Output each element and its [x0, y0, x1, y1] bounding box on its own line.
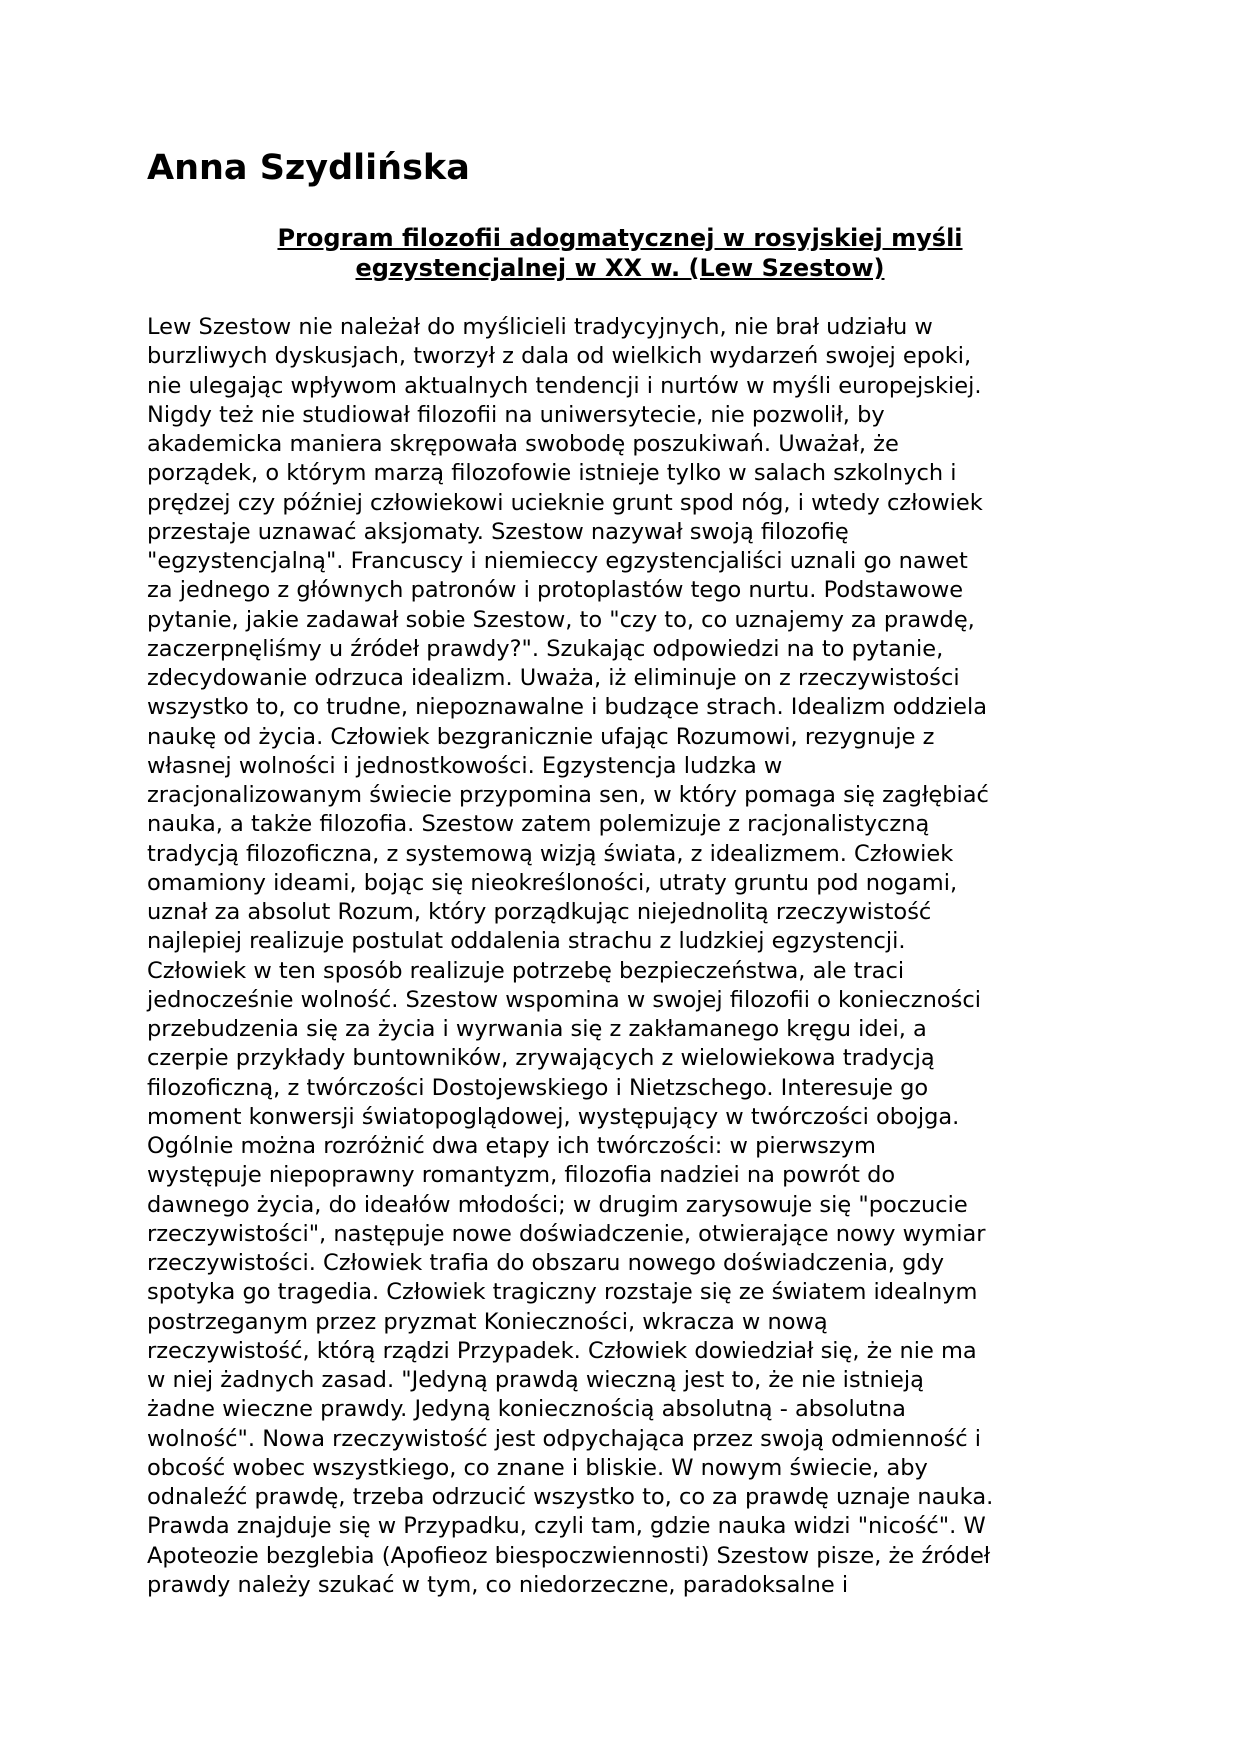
body-line: rzeczywistość, którą rządzi Przypadek. Człowiek dowiedział się, że nie ma: [147, 1337, 977, 1364]
body-line: uznał za absolut Rozum, który porządkując niejednolitą rzeczywistość: [147, 899, 932, 925]
title-line: egzystencjalnej w XX w. (Lew Szestow): [355, 254, 885, 282]
body-line: w niej żadnych zasad. "Jedyną prawdą wieczną jest to, że nie istnieją: [147, 1367, 924, 1393]
body-line: Człowiek w ten sposób realizuje potrzebę bezpieczeństwa, ale traci: [147, 957, 905, 984]
body-line: zdecydowanie odrzuca idealizm. Uważa, iż eliminuje on z rzeczywistości: [147, 665, 960, 691]
body-line: rzeczywistości. Człowiek trafia do obszaru nowego doświadczenia, gdy: [147, 1250, 945, 1276]
body-line: zaczerpnęliśmy u źródeł prawdy?". Szukając odpowiedzi na to pytanie,: [147, 635, 944, 662]
body-line: filozoficzną, z twórczości Dostojewskiego i Nietzschego. Interesuje go: [147, 1074, 929, 1101]
body-line: burzliwych dyskusjach, tworzył z dala od wielkich wydarzeń swojej epoki,: [147, 343, 972, 370]
body-line: akademicka maniera skrępowała swobodę poszukiwań. Uważał, że: [147, 431, 899, 457]
body-line: nie ulegając wpływom aktualnych tendencji i nurtów w myśli europejskiej.: [147, 372, 982, 399]
body-line: własnej wolności i jednostkowości. Egzystencja ludzka w: [147, 752, 783, 779]
body-line: nauka, a także filozofia. Szestow zatem polemizuje z racjonalistyczną: [147, 811, 930, 838]
body-line: prawdy należy szukać w tym, co niedorzeczne, paradoksalne i: [147, 1571, 849, 1598]
body-line: wolność". Nowa rzeczywistość jest odpychająca przez swoją odmienność i: [147, 1425, 982, 1452]
body-line: spotyka go tragedia. Człowiek tragiczny rozstaje się ze światem idealnym: [147, 1279, 978, 1306]
body-line: Ogólnie można rozróżnić dwa etapy ich twórczości: w pierwszym: [147, 1133, 876, 1159]
body-line: porządek, o którym marzą filozofowie istnieje tylko w salach szkolnych i: [147, 460, 957, 487]
body-paragraph: [147, 313, 1093, 1600]
body-line: postrzeganym przez pryzmat Konieczności, wkracza w nową: [147, 1308, 828, 1335]
document-title: [147, 223, 1093, 283]
body-line: Prawda znajduje się w Przypadku, czyli tam, gdzie nauka widzi "nicość". W: [147, 1513, 986, 1540]
body-line: naukę od życia. Człowiek bezgranicznie ufając Rozumowi, rezygnuje z: [147, 723, 935, 750]
body-line: "egzystencjalną". Francuscy i niemieccy egzystencjaliści uznali go nawet: [147, 548, 968, 574]
body-line: za jednego z głównych patronów i protoplastów tego nurtu. Podstawowe: [147, 577, 964, 604]
body-line: jednocześnie wolność. Szestow wspomina w swojej filozofii o konieczności: [147, 986, 981, 1013]
body-line: przebudzenia się za życia i wyrwania się z zakłamanego kręgu idei, a: [147, 1016, 927, 1042]
body-line: dawnego życia, do ideałów młodości; w drugim zarysowuje się "poczucie: [147, 1191, 968, 1218]
title-line: Program filozofii adogmatycznej w rosyjskiej myśli: [277, 224, 963, 252]
body-line: prędzej czy później człowiekowi ucieknie grunt spod nóg, i wtedy człowiek: [147, 489, 983, 516]
author-name: Anna Szydlińska: [147, 148, 470, 188]
body-line: obcość wobec wszystkiego, co znane i bliskie. W nowym świecie, aby: [147, 1454, 928, 1481]
body-line: żadne wieczne prawdy. Jedyną koniecznością absolutną - absolutna: [147, 1396, 906, 1423]
body-line: odnaleźć prawdę, trzeba odrzucić wszystko to, co za prawdę uznaje nauka.: [147, 1484, 994, 1510]
body-line: tradycją filozoficzna, z systemową wizją świata, z idealizmem. Człowiek: [147, 840, 954, 867]
body-line: rzeczywistości", następuje nowe doświadczenie, otwierające nowy wymiar: [147, 1220, 986, 1247]
body-line: omamiony ideami, bojąc się nieokreśloności, utraty gruntu pod nogami,: [147, 869, 958, 896]
body-line: występuje niepoprawny romantyzm, filozofia nadziei na powrót do: [147, 1162, 896, 1189]
body-line: Apoteozie bezglebia (Apofieoz biespoczwiennosti) Szestow pisze, że źródeł: [147, 1542, 991, 1569]
body-line: moment konwersji światopoglądowej, występujący w twórczości obojga.: [147, 1103, 960, 1130]
body-line: czerpie przykłady buntowników, zrywających z wielowiekowa tradycją: [147, 1045, 935, 1072]
body-line: Nigdy też nie studiował filozofii na uniwersytecie, nie pozwolił, by: [147, 401, 885, 428]
body-line: pytanie, jakie zadawał sobie Szestow, to "czy to, co uznajemy za prawdę,: [147, 606, 975, 633]
body-line: przestaje uznawać aksjomaty. Szestow nazywał swoją filozofię: [147, 518, 849, 545]
body-line: Lew Szestow nie należał do myślicieli tradycyjnych, nie brał udziału w: [147, 314, 933, 340]
body-line: najlepiej realizuje postulat oddalenia strachu z ludzkiej egzystencji.: [147, 928, 906, 955]
body-line: wszystko to, co trudne, niepoznawalne i budzące strach. Idealizm oddziela: [147, 694, 988, 721]
body-line: zracjonalizowanym świecie przypomina sen, w który pomaga się zagłębiać: [147, 782, 989, 808]
